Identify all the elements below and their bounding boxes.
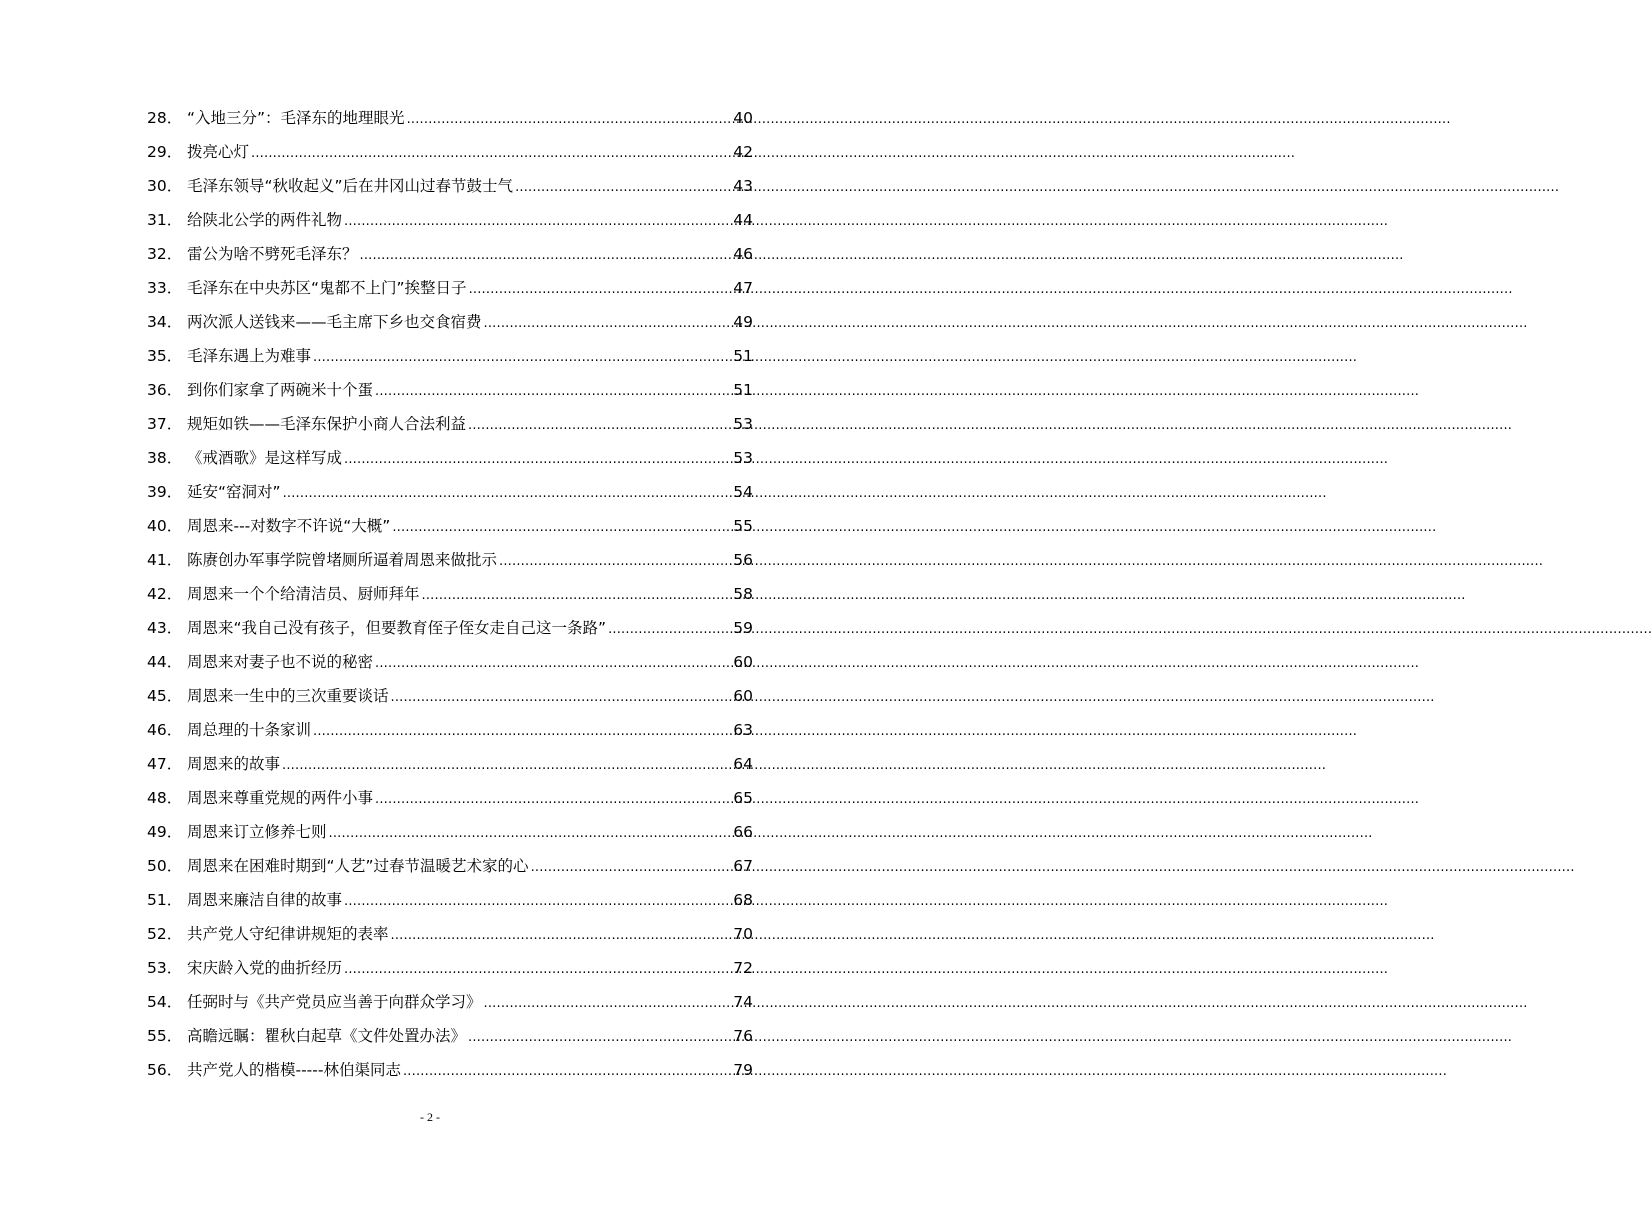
toc-entry-title: 毛泽东遇上为难事 <box>187 347 312 365</box>
toc-entry[interactable] <box>147 713 753 747</box>
toc-entry-number: 29． <box>147 143 183 161</box>
toc-entry[interactable] <box>147 271 753 305</box>
toc-entry-page: 43 <box>733 177 753 195</box>
toc-entry-title: 给陕北公学的两件礼物 <box>187 211 343 229</box>
toc-entry-page: 67 <box>733 857 753 875</box>
toc-entry-number: 31． <box>147 211 183 229</box>
toc-dot-leader <box>469 271 731 307</box>
toc-dot-leader <box>283 475 731 511</box>
toc-entry-page: 53 <box>733 415 753 433</box>
toc-dot-leader <box>375 645 731 681</box>
toc-entry-page: 74 <box>733 993 753 1011</box>
toc-entry-title: 周恩来在困难时期到“人艺”过春节温暖艺术家的心 <box>187 857 529 875</box>
toc-entry-number: 47． <box>147 755 183 773</box>
toc-entry-page: 51 <box>733 381 753 399</box>
toc-dot-leader <box>251 135 731 171</box>
toc-entry[interactable] <box>147 1019 753 1053</box>
toc-entry-number: 54． <box>147 993 183 1011</box>
toc-entry-number: 36． <box>147 381 183 399</box>
toc-entry[interactable] <box>147 509 753 543</box>
toc-entry-title: 周恩来一个个给清洁员、厨师拜年 <box>187 585 420 603</box>
toc-dot-leader <box>344 883 731 919</box>
toc-entry-number: 53． <box>147 959 183 977</box>
toc-entry-number: 38． <box>147 449 183 467</box>
toc-entry[interactable] <box>147 373 753 407</box>
toc-entry-page: 60 <box>733 653 753 671</box>
toc-entry-page: 79 <box>733 1061 753 1079</box>
toc-entry-title: 周恩来廉洁自律的故事 <box>187 891 343 909</box>
toc-entry[interactable] <box>147 101 753 135</box>
toc-dot-leader <box>468 1019 731 1055</box>
toc-entry-number: 30． <box>147 177 183 195</box>
toc-dot-leader <box>484 985 731 1021</box>
toc-dot-leader <box>282 747 731 783</box>
toc-entry-number: 39． <box>147 483 183 501</box>
toc-dot-leader <box>313 339 731 375</box>
toc-dot-leader <box>375 781 731 817</box>
toc-dot-leader <box>329 815 731 851</box>
toc-dot-leader <box>375 373 731 409</box>
toc-entry-number: 45． <box>147 687 183 705</box>
toc-entry-title: 周恩来尊重党规的两件小事 <box>187 789 374 807</box>
toc-entry-number: 34． <box>147 313 183 331</box>
toc-entry[interactable] <box>147 985 753 1019</box>
toc-entry-title: 宋庆龄入党的曲折经历 <box>187 959 343 977</box>
toc-entry-page: 60 <box>733 687 753 705</box>
toc-entry-title: 到你们家拿了两碗米十个蛋 <box>187 381 374 399</box>
toc-entry-number: 48． <box>147 789 183 807</box>
toc-entry-page: 55 <box>733 517 753 535</box>
toc-dot-leader <box>407 101 731 137</box>
toc-entry-page: 68 <box>733 891 753 909</box>
toc-entry-page: 63 <box>733 721 753 739</box>
toc-entry-number: 49． <box>147 823 183 841</box>
toc-entry[interactable] <box>147 237 753 271</box>
toc-entry-page: 70 <box>733 925 753 943</box>
toc-dot-leader <box>608 611 731 647</box>
toc-entry[interactable] <box>147 679 753 713</box>
toc-dot-leader <box>484 305 731 341</box>
toc-dot-leader <box>344 203 731 239</box>
toc-dot-leader <box>313 713 731 749</box>
toc-entry-number: 35． <box>147 347 183 365</box>
toc-entry-page: 40 <box>733 109 753 127</box>
toc-entry[interactable] <box>147 577 753 611</box>
toc-entry[interactable] <box>147 441 753 475</box>
toc-entry-number: 46． <box>147 721 183 739</box>
toc-entry[interactable] <box>147 815 753 849</box>
toc-entry-title: 拨亮心灯 <box>187 143 250 161</box>
toc-dot-leader <box>499 543 731 579</box>
toc-entry-page: 54 <box>733 483 753 501</box>
toc-entry-title: 任弼时与《共产党员应当善于向群众学习》 <box>187 993 482 1011</box>
toc-entry-page: 66 <box>733 823 753 841</box>
toc-entry-title: 周恩来订立修养七则 <box>187 823 327 841</box>
toc-entry-page: 46 <box>733 245 753 263</box>
toc-entry[interactable] <box>147 339 753 373</box>
toc-dot-leader <box>344 951 731 987</box>
toc-entry-title: “入地三分”：毛泽东的地理眼光 <box>187 109 405 127</box>
toc-entry[interactable] <box>147 645 753 679</box>
toc-entry[interactable] <box>147 543 753 577</box>
toc-entry[interactable] <box>147 951 753 985</box>
toc-entry-page: 58 <box>733 585 753 603</box>
toc-entry-number: 52． <box>147 925 183 943</box>
toc-entry-number: 50． <box>147 857 183 875</box>
toc-entry-page: 56 <box>733 551 753 569</box>
toc-entry-title: 毛泽东领导“秋收起义”后在井冈山过春节鼓士气 <box>187 177 514 195</box>
toc-entry-page: 59 <box>733 619 753 637</box>
toc-dot-leader <box>391 679 731 715</box>
toc-entry-title: 周恩来---对数字不许说“大概” <box>187 517 391 535</box>
toc-entry[interactable] <box>147 917 753 951</box>
toc-entry-title: 两次派人送钱来——毛主席下乡也交食宿费 <box>187 313 482 331</box>
toc-entry-number: 55． <box>147 1027 183 1045</box>
toc-entry-title: 共产党人守纪律讲规矩的表率 <box>187 925 389 943</box>
toc-entry[interactable] <box>147 747 753 781</box>
toc-entry-page: 64 <box>733 755 753 773</box>
toc-entry-number: 42． <box>147 585 183 603</box>
toc-dot-leader <box>531 849 731 885</box>
toc-entry[interactable] <box>147 781 753 815</box>
toc-entry[interactable] <box>147 305 753 339</box>
toc-entry-page: 53 <box>733 449 753 467</box>
toc-entry-number: 33． <box>147 279 183 297</box>
toc-entry-page: 47 <box>733 279 753 297</box>
toc-entry-page: 44 <box>733 211 753 229</box>
toc-entry-number: 40． <box>147 517 183 535</box>
page-number: - 2 - <box>420 1110 440 1124</box>
toc-entry[interactable] <box>147 135 753 169</box>
toc-dot-leader <box>422 577 731 613</box>
toc-dot-leader <box>515 169 731 205</box>
toc-entry-number: 37． <box>147 415 183 433</box>
table-of-contents <box>147 101 753 1087</box>
toc-entry-title: 延安“窑洞对” <box>187 483 281 501</box>
toc-entry[interactable] <box>147 883 753 917</box>
toc-entry-title: 共产党人的楷模-----林伯渠同志 <box>187 1061 401 1079</box>
toc-entry-page: 76 <box>733 1027 753 1045</box>
toc-entry[interactable] <box>147 169 753 203</box>
toc-entry-title: 周恩来一生中的三次重要谈话 <box>187 687 389 705</box>
toc-dot-leader <box>403 1053 731 1089</box>
toc-entry[interactable] <box>147 1053 753 1087</box>
toc-entry-title: 高瞻远瞩：瞿秋白起草《文件处置办法》 <box>187 1027 467 1045</box>
toc-entry[interactable] <box>147 407 753 441</box>
toc-dot-leader <box>468 407 731 443</box>
toc-entry-title: 毛泽东在中央苏区“鬼都不上门”挨整日子 <box>187 279 467 297</box>
toc-entry-number: 28． <box>147 109 183 127</box>
toc-entry-number: 43． <box>147 619 183 637</box>
toc-entry-title: 《戒酒歌》是这样写成 <box>187 449 343 467</box>
toc-dot-leader <box>392 509 731 545</box>
toc-entry-page: 72 <box>733 959 753 977</box>
toc-entry-page: 65 <box>733 789 753 807</box>
toc-entry-number: 32． <box>147 245 183 263</box>
toc-entry-title: 周恩来的故事 <box>187 755 281 773</box>
toc-entry[interactable] <box>147 203 753 237</box>
toc-entry-number: 44． <box>147 653 183 671</box>
toc-entry-title: 雷公为啥不劈死毛泽东？ <box>187 245 358 263</box>
toc-entry-title: 周总理的十条家训 <box>187 721 312 739</box>
toc-entry-title: 周恩来“我自己没有孩子，但要教育侄子侄女走自己这一条路” <box>187 619 607 637</box>
toc-entry-number: 56． <box>147 1061 183 1079</box>
toc-entry-number: 41． <box>147 551 183 569</box>
toc-entry[interactable] <box>147 475 753 509</box>
toc-entry[interactable] <box>147 849 753 883</box>
toc-entry-number: 51． <box>147 891 183 909</box>
toc-dot-leader <box>391 917 731 953</box>
toc-entry-page: 49 <box>733 313 753 331</box>
toc-entry[interactable] <box>147 611 753 645</box>
toc-dot-leader <box>344 441 731 477</box>
toc-entry-title: 周恩来对妻子也不说的秘密 <box>187 653 374 671</box>
toc-entry-title: 规矩如铁——毛泽东保护小商人合法利益 <box>187 415 467 433</box>
toc-entry-page: 42 <box>733 143 753 161</box>
toc-entry-title: 陈赓创办军事学院曾堵厕所逼着周恩来做批示 <box>187 551 498 569</box>
toc-entry-page: 51 <box>733 347 753 365</box>
toc-dot-leader <box>360 237 731 273</box>
